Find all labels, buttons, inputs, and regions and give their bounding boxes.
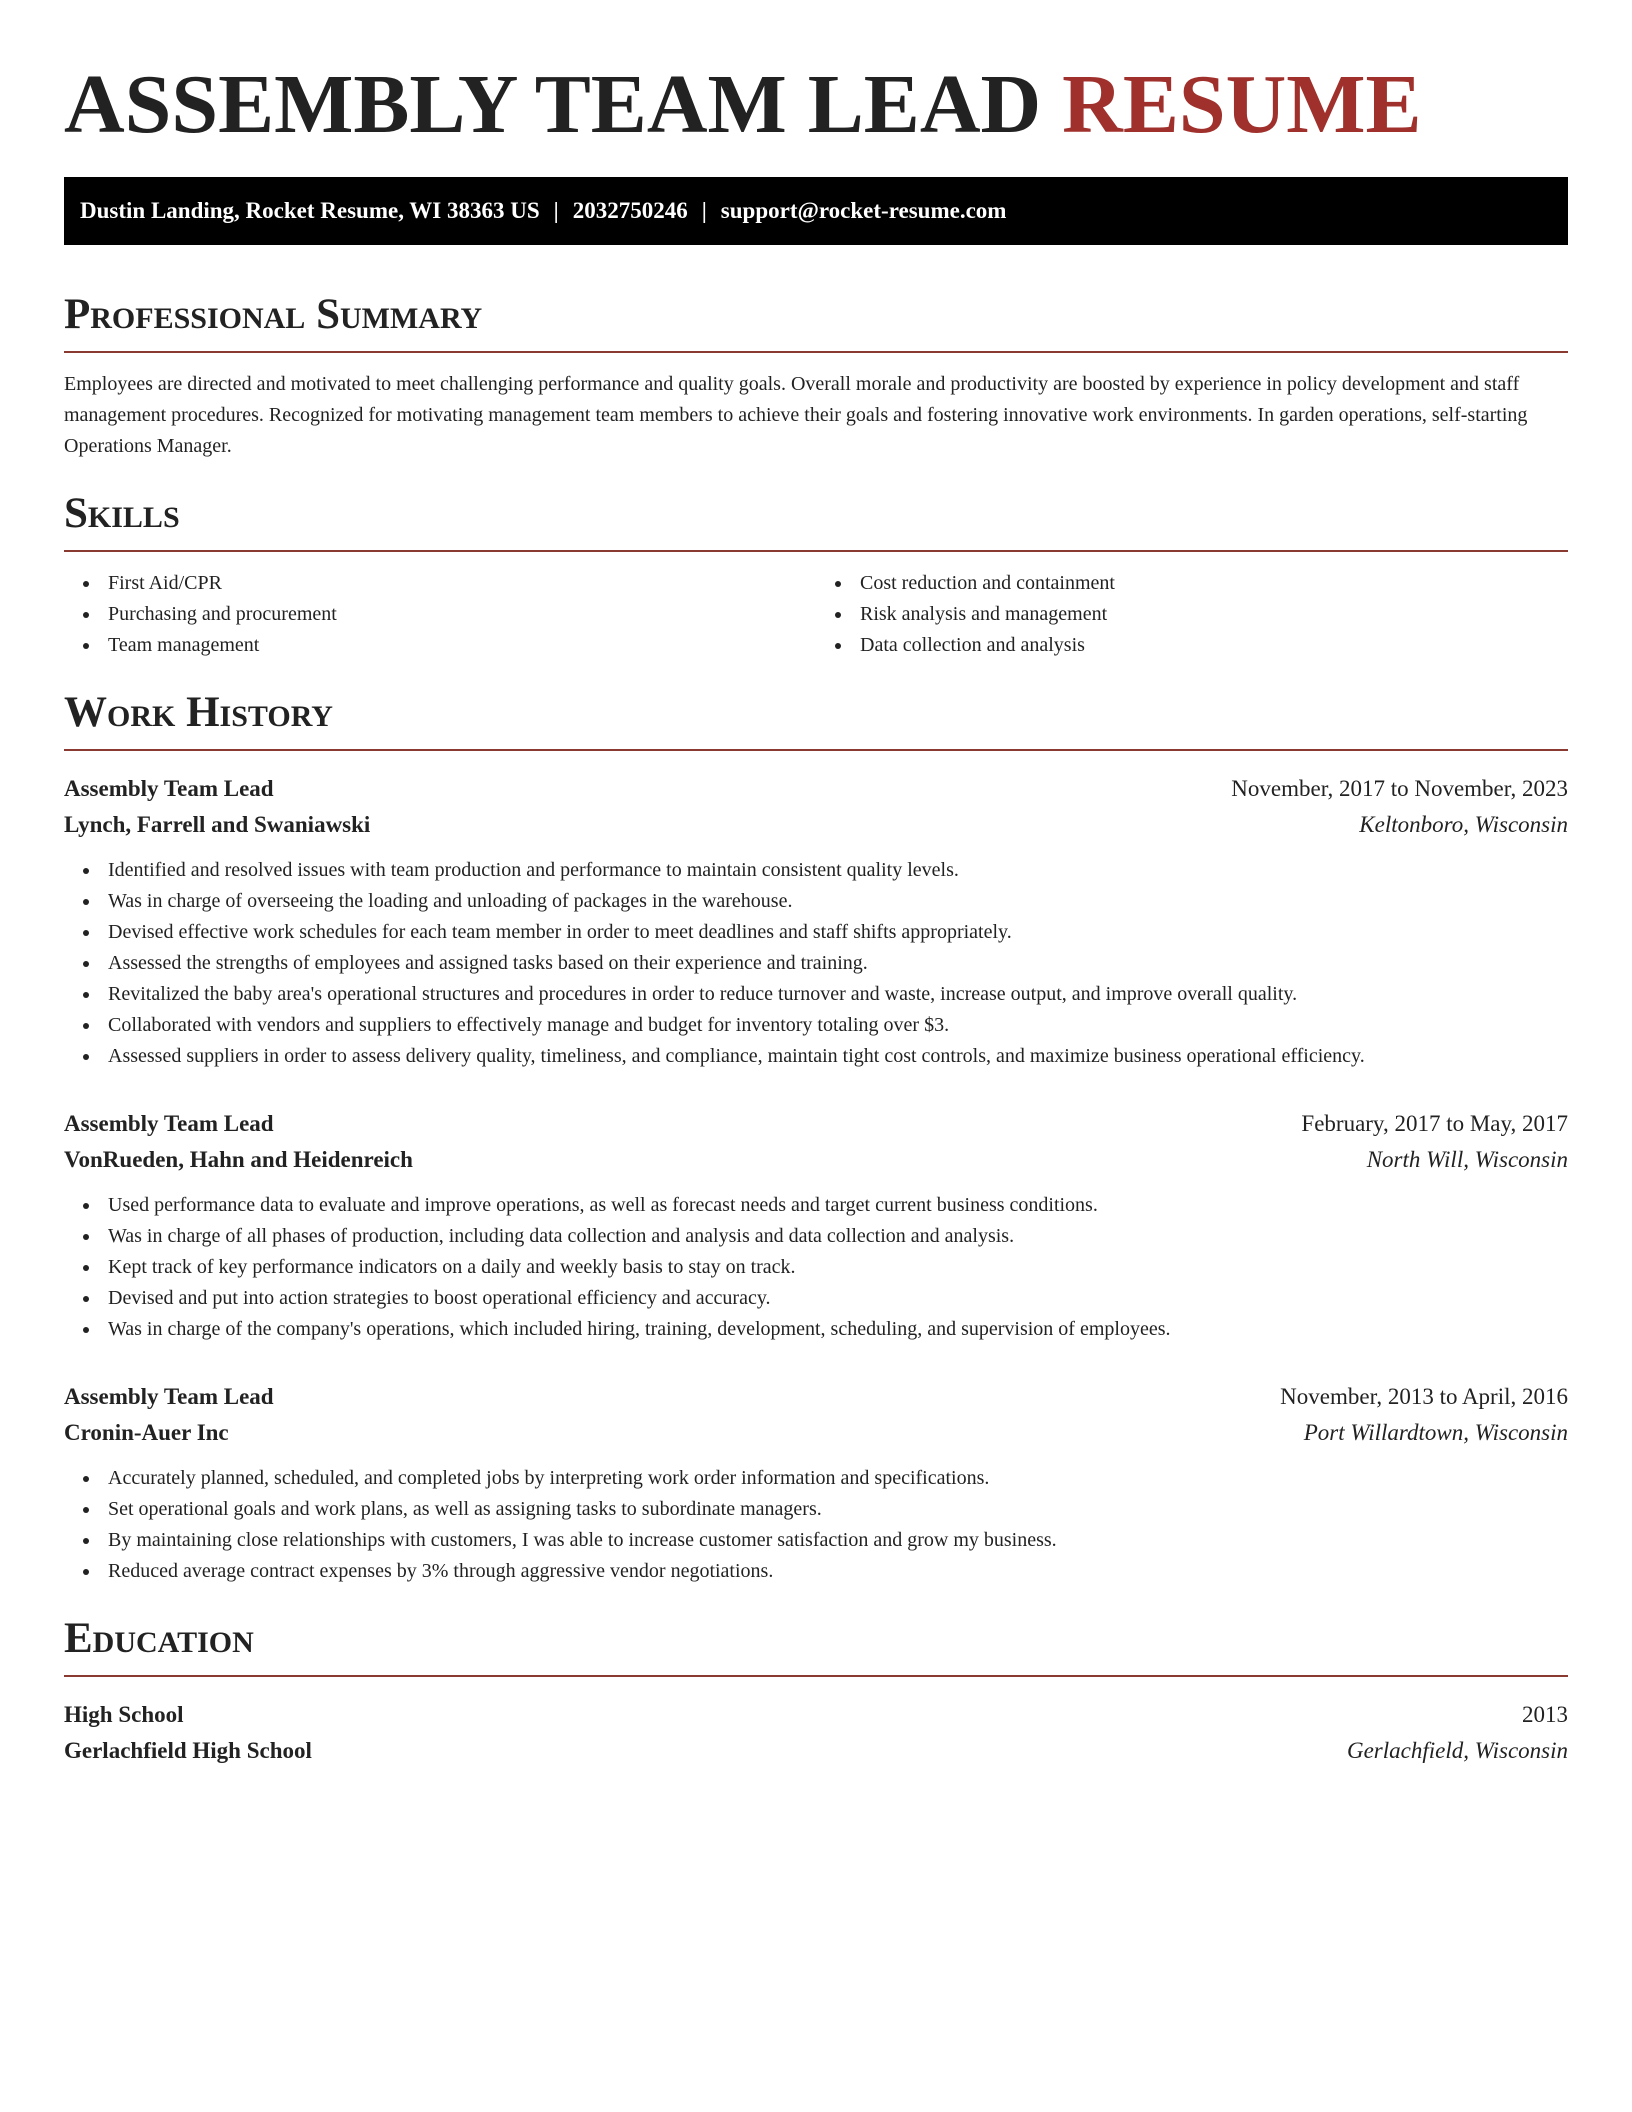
job-bullet: By maintaining close relationships with customers, I was able to increase customer satisfaction and grow my business.	[108, 1525, 1568, 1556]
job-entry	[64, 771, 1568, 1072]
education-entry	[64, 1697, 1568, 1769]
summary-heading: Professional Summary	[64, 291, 483, 338]
skill-item: Purchasing and procurement	[108, 599, 816, 630]
job-bullet: Used performance data to evaluate and improve operations, as well as forecast needs and target current business conditions.	[108, 1190, 1568, 1221]
education-school: Gerlachfield High School	[64, 1738, 312, 1763]
job-dates: November, 2017 to November, 2023	[1231, 776, 1568, 801]
job-company: Cronin-Auer Inc	[64, 1420, 229, 1445]
education-location: Gerlachfield, Wisconsin	[1346, 1738, 1568, 1763]
summary-text: Employees are directed and motivated to meet challenging performance and quality goals. Overall morale and productivity are boosted by experience in policy development and staff management procedures. Recognized for motivating management team members to achieve their goals and fostering innovative work environments. In garden operations, self-starting Operations Manager.	[64, 373, 1528, 457]
work-history-heading: Work History	[64, 689, 333, 736]
contact-address: Dustin Landing, Rocket Resume, WI 38363 US	[80, 198, 540, 223]
skill-item: First Aid/CPR	[108, 568, 816, 599]
job-bullet: Revitalized the baby area's operational structures and procedures in order to reduce turnover and waste, increase output, and improve overall quality.	[108, 979, 1568, 1010]
skills-column-right	[816, 568, 1568, 661]
job-bullet: Set operational goals and work plans, as well as assigning tasks to subordinate managers.	[108, 1494, 1568, 1525]
job-bullet: Kept track of key performance indicators on a daily and weekly basis to stay on track.	[108, 1252, 1568, 1283]
job-bullet: Was in charge of overseeing the loading and unloading of packages in the warehouse.	[108, 886, 1568, 917]
job-entry	[64, 1106, 1568, 1345]
job-entry	[64, 1379, 1568, 1587]
job-bullet: Assessed the strengths of employees and assigned tasks based on their experience and training.	[108, 948, 1568, 979]
job-bullet: Collaborated with vendors and suppliers to effectively manage and budget for inventory totaling over $3.	[108, 1010, 1568, 1041]
contact-bar	[64, 177, 1568, 245]
section-divider	[64, 1675, 1568, 1677]
job-title: Assembly Team Lead	[64, 1384, 274, 1409]
job-company: VonRueden, Hahn and Heidenreich	[64, 1147, 413, 1172]
title-main: ASSEMBLY TEAM LEAD	[64, 58, 1042, 151]
job-dates: November, 2013 to April, 2016	[1280, 1384, 1568, 1409]
job-bullet: Assessed suppliers in order to assess delivery quality, timeliness, and compliance, maintain tight cost controls, and maximize business operational efficiency.	[108, 1041, 1568, 1072]
section-divider	[64, 351, 1568, 353]
education-year: 2013	[1522, 1702, 1568, 1727]
resume-title	[64, 0, 1568, 155]
skill-item: Data collection and analysis	[860, 630, 1568, 661]
job-bullet: Accurately planned, scheduled, and completed jobs by interpreting work order information and specifications.	[108, 1463, 1568, 1494]
job-bullet: Reduced average contract expenses by 3% through aggressive vendor negotiations.	[108, 1556, 1568, 1587]
job-bullet: Devised effective work schedules for each team member in order to meet deadlines and staff shifts appropriately.	[108, 917, 1568, 948]
contact-separator: |	[553, 198, 559, 223]
job-location: Port Willardtown, Wisconsin	[1303, 1420, 1568, 1445]
job-location: Keltonboro, Wisconsin	[1359, 812, 1568, 837]
job-bullet: Devised and put into action strategies to boost operational efficiency and accuracy.	[108, 1283, 1568, 1314]
job-location: North Will, Wisconsin	[1366, 1147, 1568, 1172]
job-bullet: Identified and resolved issues with team production and performance to maintain consistent quality levels.	[108, 855, 1568, 886]
skills-column-left	[64, 568, 816, 661]
job-bullet: Was in charge of all phases of production, including data collection and analysis and data collection and analysis.	[108, 1221, 1568, 1252]
job-title: Assembly Team Lead	[64, 776, 274, 801]
job-bullets	[64, 855, 1568, 1072]
skills-heading: Skills	[64, 490, 180, 537]
job-bullets	[64, 1463, 1568, 1587]
job-title: Assembly Team Lead	[64, 1111, 274, 1136]
contact-phone: 2032750246	[572, 198, 688, 223]
section-divider	[64, 550, 1568, 552]
education-heading: Education	[64, 1615, 254, 1662]
contact-email[interactable]: support@rocket-resume.com	[720, 198, 1007, 223]
skills-list	[64, 568, 1568, 661]
skill-item: Team management	[108, 630, 816, 661]
skill-item: Risk analysis and management	[860, 599, 1568, 630]
job-dates: February, 2017 to May, 2017	[1301, 1111, 1568, 1136]
job-company: Lynch, Farrell and Swaniawski	[64, 812, 371, 837]
job-bullets	[64, 1190, 1568, 1345]
contact-separator: |	[701, 198, 707, 223]
job-bullet: Was in charge of the company's operations, which included hiring, training, development, scheduling, and supervision of employees.	[108, 1314, 1568, 1345]
title-accent: RESUME	[1062, 58, 1422, 151]
education-degree: High School	[64, 1702, 184, 1727]
skill-item: Cost reduction and containment	[860, 568, 1568, 599]
section-divider	[64, 749, 1568, 751]
